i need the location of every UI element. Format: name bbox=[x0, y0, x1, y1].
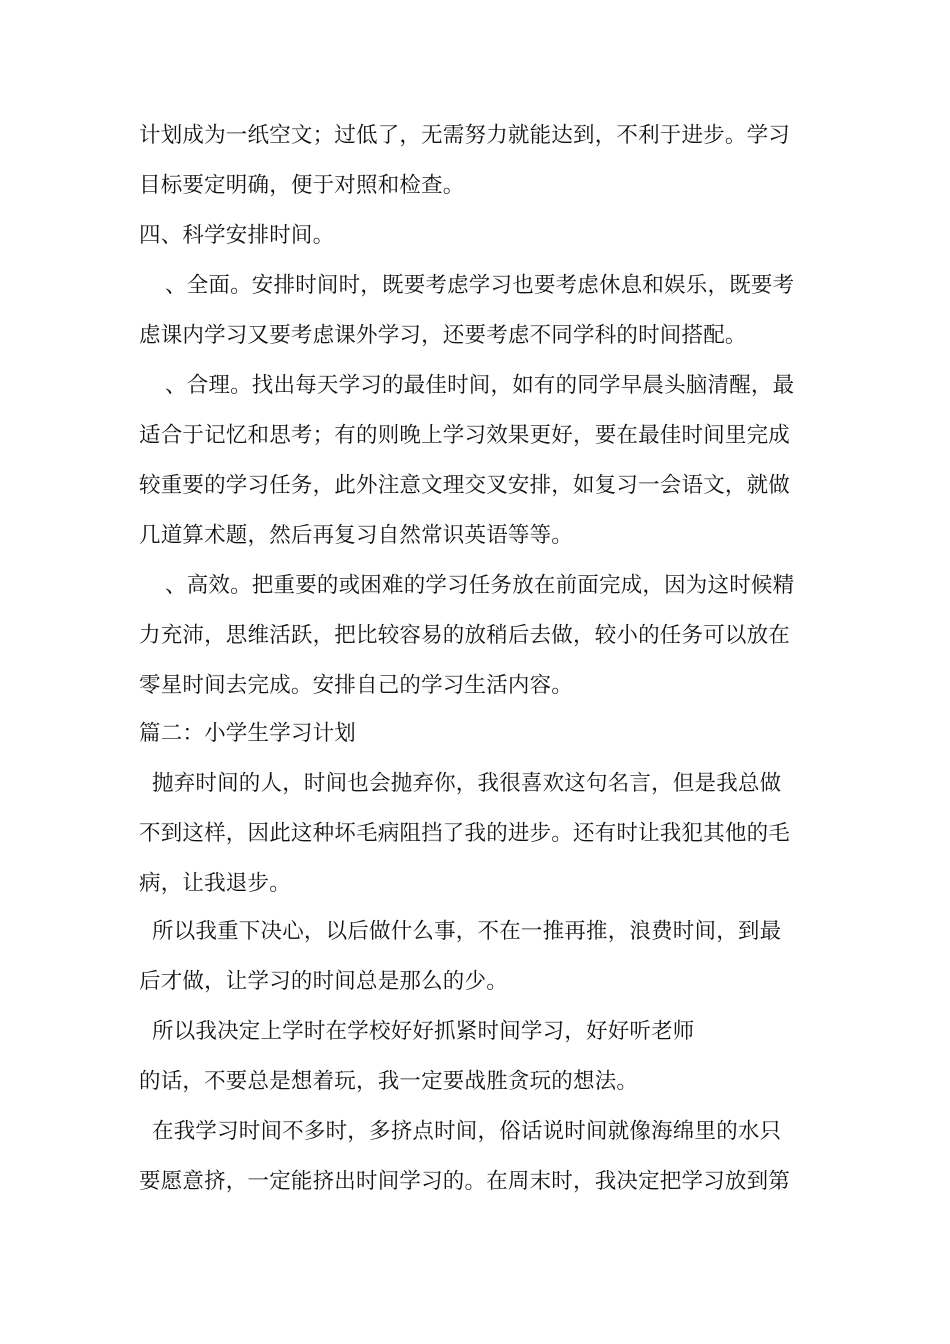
text-line: 、高效。把重要的或困难的学习任务放在前面完成，因为这时候精 bbox=[165, 573, 795, 598]
text-line: 零星时间去完成。安排自己的学习生活内容。 bbox=[139, 673, 574, 698]
text-line: 、合理。找出每天学习的最佳时间，如有的同学早晨头脑清醒，最 bbox=[165, 373, 795, 398]
text-line: 病，让我退步。 bbox=[139, 871, 291, 896]
text-line: 虑课内学习又要考虑课外学习，还要考虑不同学科的时间搭配。 bbox=[139, 323, 747, 348]
text-line: 所以我决定上学时在学校好好抓紧时间学习，好好听老师 bbox=[152, 1019, 695, 1044]
text-line: 在我学习时间不多时，多挤点时间，俗话说时间就像海绵里的水只 bbox=[152, 1119, 782, 1144]
text-line: 抛弃时间的人，时间也会抛弃你，我很喜欢这句名言，但是我总做 bbox=[152, 771, 782, 796]
text-line: 适合于记忆和思考；有的则晚上学习效果更好，要在最佳时间里完成 bbox=[139, 423, 791, 448]
section-heading: 四、科学安排时间。 bbox=[139, 223, 335, 248]
text-line: 所以我重下决心，以后做什么事，不在一推再推，浪费时间，到最 bbox=[152, 919, 782, 944]
section-title: 篇二：小学生学习计划 bbox=[139, 721, 357, 746]
text-line: 、全面。安排时间时，既要考虑学习也要考虑休息和娱乐，既要考 bbox=[165, 273, 795, 298]
text-line: 要愿意挤，一定能挤出时间学习的。在周末时，我决定把学习放到第 bbox=[139, 1169, 791, 1194]
text-line: 目标要定明确，便于对照和检查。 bbox=[139, 173, 465, 198]
text-line: 后才做，让学习的时间总是那么的少。 bbox=[139, 969, 508, 994]
text-line: 几道算术题，然后再复习自然常识英语等等。 bbox=[139, 523, 574, 548]
text-line: 计划成为一纸空文；过低了，无需努力就能达到，不利于进步。学习 bbox=[139, 123, 791, 148]
text-line: 较重要的学习任务，此外注意文理交叉安排，如复习一会语文，就做 bbox=[139, 473, 791, 498]
text-line: 的话，不要总是想着玩，我一定要战胜贪玩的想法。 bbox=[139, 1069, 639, 1094]
text-line: 不到这样，因此这种坏毛病阻挡了我的进步。还有时让我犯其他的毛 bbox=[139, 821, 791, 846]
text-line: 力充沛，思维活跃，把比较容易的放稍后去做，较小的任务可以放在 bbox=[139, 623, 791, 648]
